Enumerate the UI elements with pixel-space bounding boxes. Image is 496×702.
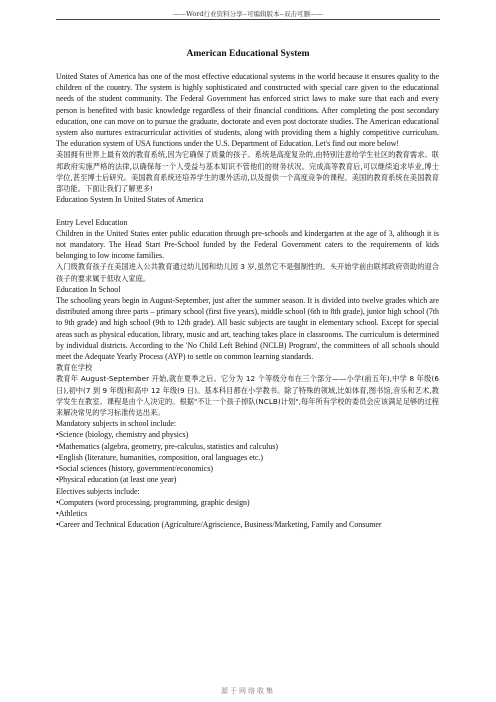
page-header: ——Word行业资料分享--可编辑版本--双击可删—— xyxy=(173,10,323,18)
list-item: •Mathematics (algebra, geometry, pre-calculus, statistics and calculus) xyxy=(56,441,279,451)
document-body xyxy=(56,71,439,530)
school-paragraph-zh: 教育年 August-September 开始,就在夏季之后。它分为 12 个等级分布在三个部分——小学(前五年),中学 8 年级(6 日),初中(7 到 9 年级)和高中 12 年级(9 日)。基本科目都在小学教书。除了特殊的领域,比如体育,图书馆,音乐和艺术,教学发生在教室。课程是由个人决定的。根据"不让一个孩子掉队(NCLB)计划",每年所有学校的委员会应该满足足够的过程来解决常见的学习标准传达出来。 xyxy=(56,374,439,418)
list-item: •Career and Technical Education (Agriculture/Agriscience, Business/Marketing, Family and Consumer xyxy=(56,520,382,530)
blank-line xyxy=(56,205,439,216)
section-heading: Education System In United States of America xyxy=(56,195,204,205)
list-item: •Physical education (at least one year) xyxy=(56,475,177,485)
page-footer: 源于网络收集 xyxy=(221,687,275,695)
list-item: •Computers (word processing, programming, graphic design) xyxy=(56,497,250,507)
list-heading: Electives subjects include: xyxy=(56,486,140,496)
list-heading: Mandatory subjects in school include: xyxy=(56,419,177,429)
list-item: •Athletics xyxy=(56,508,88,518)
list-item: •English (literature, humanities, composition, oral languages etc.) xyxy=(56,452,263,462)
header-rule xyxy=(56,19,440,20)
intro-paragraph-zh: 美国拥有世界上最有效的教育系统,因为它确保了质量的孩子。系统是高度复杂的,由特别注意给学生社区的教育需求。联邦政府实施严格的法律,以确保每一个人受益与基本知识不管他们的财务状况。完成高等教育后,可以继续追求毕业,博士学位,甚至博士后研究。美国教育系统还培养学生的课外活动,以及提供一个高度竞争的课程。美国的教育系统在美国教育部功能。下面让我们了解更多! xyxy=(56,150,439,194)
school-paragraph-en: The schooling years begin in August-September, just after the summer season. It is divided into twelve grades which are distributed among three parts – primary school (first five years), middle school (6th to 8th grade), junior high school (7th to 9th grade) and high school (9th to 12th grade). All basic subjects are taught in elementary school. Except for special areas such as physical education, library, music and art, teaching takes place in classrooms. The curriculum is determined by individual districts. According to the 'No Child Left Behind (NCLB) Program', the committees of all schools should meet the Adequate Yearly Process (AYP) to settle on common learning standards. xyxy=(56,296,440,362)
entry-paragraph-en: Children in the United States enter public education through pre-schools and kindergarten at the age of 3, although it is not mandatory. The Head Start Pre-School funded by the Federal Government caters to the requirements of kids belonging to low income families. xyxy=(56,228,439,261)
section-heading: 教育在学校 xyxy=(56,363,93,373)
intro-paragraph-en: United States of America has one of the most effective educational systems in the world because it ensures quality to the children of the country. The system is highly sophisticated and constructed with special care given to the educational needs of the student community. The Federal Government has enforced strict laws to make sure that each and every person is benefited with basic knowledge regardless of their financial conditions. After completing the post secondary education, one can move on to pursue the graduate, doctorate and even post doctorate studies. The American educational system also nurtures extracurricular activities of students, along with providing them a highly competitive curriculum. The education system of USA functions under the U.S. Department of Education. Let's find out more below! xyxy=(56,72,439,149)
entry-paragraph-zh: 入门级教育孩子在美国进入公共教育通过幼儿园和幼儿园 3 岁,虽然它不是强制性的。头开始学前由联邦政府资助的迎合孩子的要求属于低收入家庭。 xyxy=(56,262,439,283)
list-item: •Science (biology, chemistry and physics) xyxy=(56,430,189,440)
section-heading: Education In School xyxy=(56,284,121,294)
document-title: American Educational System xyxy=(186,49,310,59)
list-item: •Social sciences (history, government/economics) xyxy=(56,464,213,474)
section-heading: Entry Level Education xyxy=(56,217,128,227)
